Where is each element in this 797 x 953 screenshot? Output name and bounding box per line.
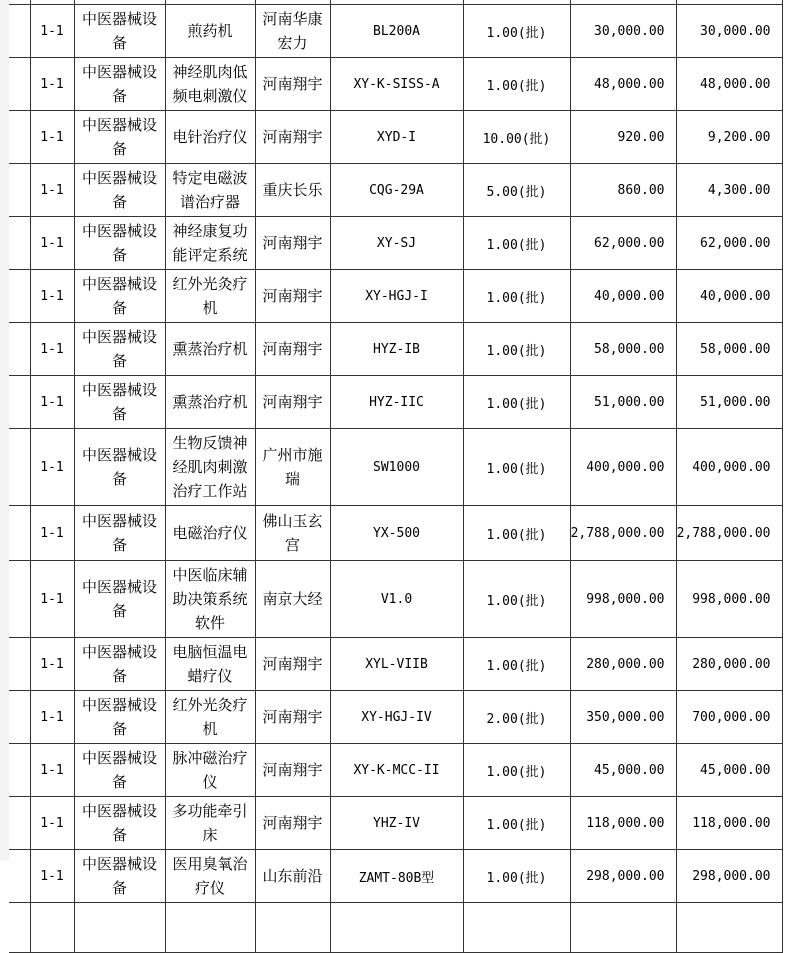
cell-item-number: 1-1: [30, 850, 74, 903]
cell-clipped: [30, 903, 74, 953]
cell-category: 中医器械设备: [74, 561, 165, 638]
procurement-items-table: [9, 0, 783, 953]
cell-equipment-name: 脉冲磁治疗仪: [165, 744, 255, 797]
cell-unit-price: 58,000.00: [570, 323, 676, 376]
cell-manufacturer: 河南翔宇: [255, 58, 330, 111]
cell-total-price: 9,200.00: [676, 111, 782, 164]
cell-clipped-left: [9, 691, 30, 744]
cell-total-price: 280,000.00: [676, 638, 782, 691]
cell-equipment-name: 煎药机: [165, 5, 255, 58]
cell-manufacturer: 山东前沿: [255, 850, 330, 903]
cell-clipped-left: [9, 5, 30, 58]
cell-clipped: [570, 903, 676, 953]
cell-manufacturer: 河南翔宇: [255, 638, 330, 691]
table-row: [9, 323, 782, 376]
cell-equipment-name: 生物反馈神经肌肉刺激治疗工作站: [165, 429, 255, 506]
cell-manufacturer: 河南翔宇: [255, 111, 330, 164]
table-row: [9, 217, 782, 270]
table-row-clipped-bottom: [9, 903, 782, 953]
cell-model: XYD-I: [330, 111, 463, 164]
cell-clipped-left: [9, 744, 30, 797]
cell-quantity: 1.00(批): [463, 5, 570, 58]
cell-equipment-name: 特定电磁波谱治疗器: [165, 164, 255, 217]
cell-equipment-name: 电针治疗仪: [165, 111, 255, 164]
cell-quantity: 1.00(批): [463, 638, 570, 691]
cell-quantity: 1.00(批): [463, 506, 570, 561]
cell-equipment-name: 红外光灸疗机: [165, 691, 255, 744]
cell-item-number: 1-1: [30, 429, 74, 506]
cell-clipped-left: [9, 561, 30, 638]
cell-item-number: 1-1: [30, 5, 74, 58]
cell-equipment-name: 红外光灸疗机: [165, 270, 255, 323]
cell-item-number: 1-1: [30, 691, 74, 744]
cell-category: 中医器械设备: [74, 270, 165, 323]
cell-clipped: [330, 903, 463, 953]
cell-item-number: 1-1: [30, 744, 74, 797]
cell-model: XY-SJ: [330, 217, 463, 270]
cell-category: 中医器械设备: [74, 797, 165, 850]
cell-model: V1.0: [330, 561, 463, 638]
table-row: [9, 638, 782, 691]
cell-item-number: 1-1: [30, 638, 74, 691]
cell-quantity: 1.00(批): [463, 561, 570, 638]
cell-unit-price: 2,788,000.00: [570, 506, 676, 561]
table-row: [9, 270, 782, 323]
table-row: [9, 691, 782, 744]
cell-unit-price: 62,000.00: [570, 217, 676, 270]
cell-item-number: 1-1: [30, 58, 74, 111]
cell-total-price: 298,000.00: [676, 850, 782, 903]
cell-total-price: 48,000.00: [676, 58, 782, 111]
cell-model: YX-500: [330, 506, 463, 561]
cell-category: 中医器械设备: [74, 323, 165, 376]
cell-manufacturer: 河南华康宏力: [255, 5, 330, 58]
cell-clipped: [676, 903, 782, 953]
cell-manufacturer: 河南翔宇: [255, 797, 330, 850]
cell-item-number: 1-1: [30, 164, 74, 217]
cell-model: HYZ-IB: [330, 323, 463, 376]
cell-unit-price: 860.00: [570, 164, 676, 217]
cell-clipped: [255, 903, 330, 953]
cell-clipped-left: [9, 111, 30, 164]
cell-category: 中医器械设备: [74, 111, 165, 164]
cell-item-number: 1-1: [30, 270, 74, 323]
cell-manufacturer: 广州市施瑞: [255, 429, 330, 506]
cell-manufacturer: 河南翔宇: [255, 376, 330, 429]
cell-equipment-name: 电磁治疗仪: [165, 506, 255, 561]
cell-model: CQG-29A: [330, 164, 463, 217]
cell-total-price: 58,000.00: [676, 323, 782, 376]
cell-equipment-name: 熏蒸治疗机: [165, 323, 255, 376]
cell-unit-price: 51,000.00: [570, 376, 676, 429]
cell-item-number: 1-1: [30, 561, 74, 638]
cell-clipped-left: [9, 850, 30, 903]
cell-category: 中医器械设备: [74, 58, 165, 111]
cell-model: HYZ-IIC: [330, 376, 463, 429]
cell-clipped-left: [9, 323, 30, 376]
cell-manufacturer: 佛山玉玄宫: [255, 506, 330, 561]
cell-category: 中医器械设备: [74, 691, 165, 744]
cell-total-price: 118,000.00: [676, 797, 782, 850]
cell-clipped-left: [9, 58, 30, 111]
cell-unit-price: 998,000.00: [570, 561, 676, 638]
cell-model: YHZ-IV: [330, 797, 463, 850]
cell-clipped-left: [9, 506, 30, 561]
cell-equipment-name: 神经肌肉低频电刺激仪: [165, 58, 255, 111]
cell-clipped: [9, 903, 30, 953]
cell-category: 中医器械设备: [74, 376, 165, 429]
cell-clipped: [463, 903, 570, 953]
cell-manufacturer: 河南翔宇: [255, 744, 330, 797]
cell-clipped-left: [9, 217, 30, 270]
cell-item-number: 1-1: [30, 376, 74, 429]
cell-model: XY-K-SISS-A: [330, 58, 463, 111]
cell-model: SW1000: [330, 429, 463, 506]
cell-unit-price: 48,000.00: [570, 58, 676, 111]
cell-total-price: 4,300.00: [676, 164, 782, 217]
cell-unit-price: 920.00: [570, 111, 676, 164]
cell-unit-price: 400,000.00: [570, 429, 676, 506]
cell-quantity: 1.00(批): [463, 58, 570, 111]
cell-unit-price: 118,000.00: [570, 797, 676, 850]
cell-unit-price: 350,000.00: [570, 691, 676, 744]
cell-category: 中医器械设备: [74, 744, 165, 797]
cell-model: XY-HGJ-I: [330, 270, 463, 323]
cell-category: 中医器械设备: [74, 217, 165, 270]
cell-equipment-name: 熏蒸治疗机: [165, 376, 255, 429]
cell-manufacturer: 河南翔宇: [255, 270, 330, 323]
cell-unit-price: 45,000.00: [570, 744, 676, 797]
cell-manufacturer: 南京大经: [255, 561, 330, 638]
cell-category: 中医器械设备: [74, 164, 165, 217]
cell-total-price: 51,000.00: [676, 376, 782, 429]
cell-unit-price: 298,000.00: [570, 850, 676, 903]
cell-quantity: 1.00(批): [463, 744, 570, 797]
cell-clipped-left: [9, 429, 30, 506]
cell-item-number: 1-1: [30, 797, 74, 850]
cell-category: 中医器械设备: [74, 638, 165, 691]
table-row: [9, 164, 782, 217]
cell-quantity: 1.00(批): [463, 217, 570, 270]
cell-item-number: 1-1: [30, 217, 74, 270]
cell-clipped-left: [9, 797, 30, 850]
cell-clipped-left: [9, 376, 30, 429]
cell-quantity: 1.00(批): [463, 797, 570, 850]
cell-item-number: 1-1: [30, 111, 74, 164]
table-row: [9, 58, 782, 111]
cell-category: 中医器械设备: [74, 429, 165, 506]
cell-clipped: [74, 903, 165, 953]
cell-clipped-left: [9, 638, 30, 691]
cell-equipment-name: 医用臭氧治疗仪: [165, 850, 255, 903]
cell-model: XY-HGJ-IV: [330, 691, 463, 744]
cell-quantity: 1.00(批): [463, 323, 570, 376]
cell-category: 中医器械设备: [74, 5, 165, 58]
cell-category: 中医器械设备: [74, 850, 165, 903]
cell-quantity: 1.00(批): [463, 270, 570, 323]
cell-equipment-name: 多功能牵引床: [165, 797, 255, 850]
cell-quantity: 5.00(批): [463, 164, 570, 217]
cell-equipment-name: 中医临床辅助决策系统软件: [165, 561, 255, 638]
cell-clipped: [165, 903, 255, 953]
cell-clipped-left: [9, 164, 30, 217]
cell-total-price: 700,000.00: [676, 691, 782, 744]
cell-clipped-left: [9, 270, 30, 323]
cell-item-number: 1-1: [30, 323, 74, 376]
cell-unit-price: 30,000.00: [570, 5, 676, 58]
cell-category: 中医器械设备: [74, 506, 165, 561]
cell-unit-price: 40,000.00: [570, 270, 676, 323]
cell-manufacturer: 河南翔宇: [255, 217, 330, 270]
cell-quantity: 10.00(批): [463, 111, 570, 164]
cell-total-price: 40,000.00: [676, 270, 782, 323]
cell-quantity: 1.00(批): [463, 850, 570, 903]
cell-item-number: 1-1: [30, 506, 74, 561]
table-row: [9, 797, 782, 850]
cell-manufacturer: 重庆长乐: [255, 164, 330, 217]
cell-total-price: 2,788,000.00: [676, 506, 782, 561]
cell-manufacturer: 河南翔宇: [255, 323, 330, 376]
cell-equipment-name: 电脑恒温电蜡疗仪: [165, 638, 255, 691]
cell-unit-price: 280,000.00: [570, 638, 676, 691]
cell-model: ZAMT-80B型: [330, 850, 463, 903]
table-row: [9, 744, 782, 797]
cell-model: XY-K-MCC-II: [330, 744, 463, 797]
cell-quantity: 1.00(批): [463, 376, 570, 429]
table-row: [9, 561, 782, 638]
table-row: [9, 5, 782, 58]
cell-quantity: 1.00(批): [463, 429, 570, 506]
cell-total-price: 30,000.00: [676, 5, 782, 58]
table-row: [9, 429, 782, 506]
table-row: [9, 506, 782, 561]
page-left-margin: [0, 0, 9, 861]
cell-manufacturer: 河南翔宇: [255, 691, 330, 744]
cell-total-price: 998,000.00: [676, 561, 782, 638]
cell-total-price: 62,000.00: [676, 217, 782, 270]
cell-equipment-name: 神经康复功能评定系统: [165, 217, 255, 270]
cell-model: BL200A: [330, 5, 463, 58]
cell-model: XYL-VIIB: [330, 638, 463, 691]
table-row: [9, 111, 782, 164]
cell-total-price: 400,000.00: [676, 429, 782, 506]
cell-total-price: 45,000.00: [676, 744, 782, 797]
table-row: [9, 850, 782, 903]
cell-quantity: 2.00(批): [463, 691, 570, 744]
table-row: [9, 376, 782, 429]
